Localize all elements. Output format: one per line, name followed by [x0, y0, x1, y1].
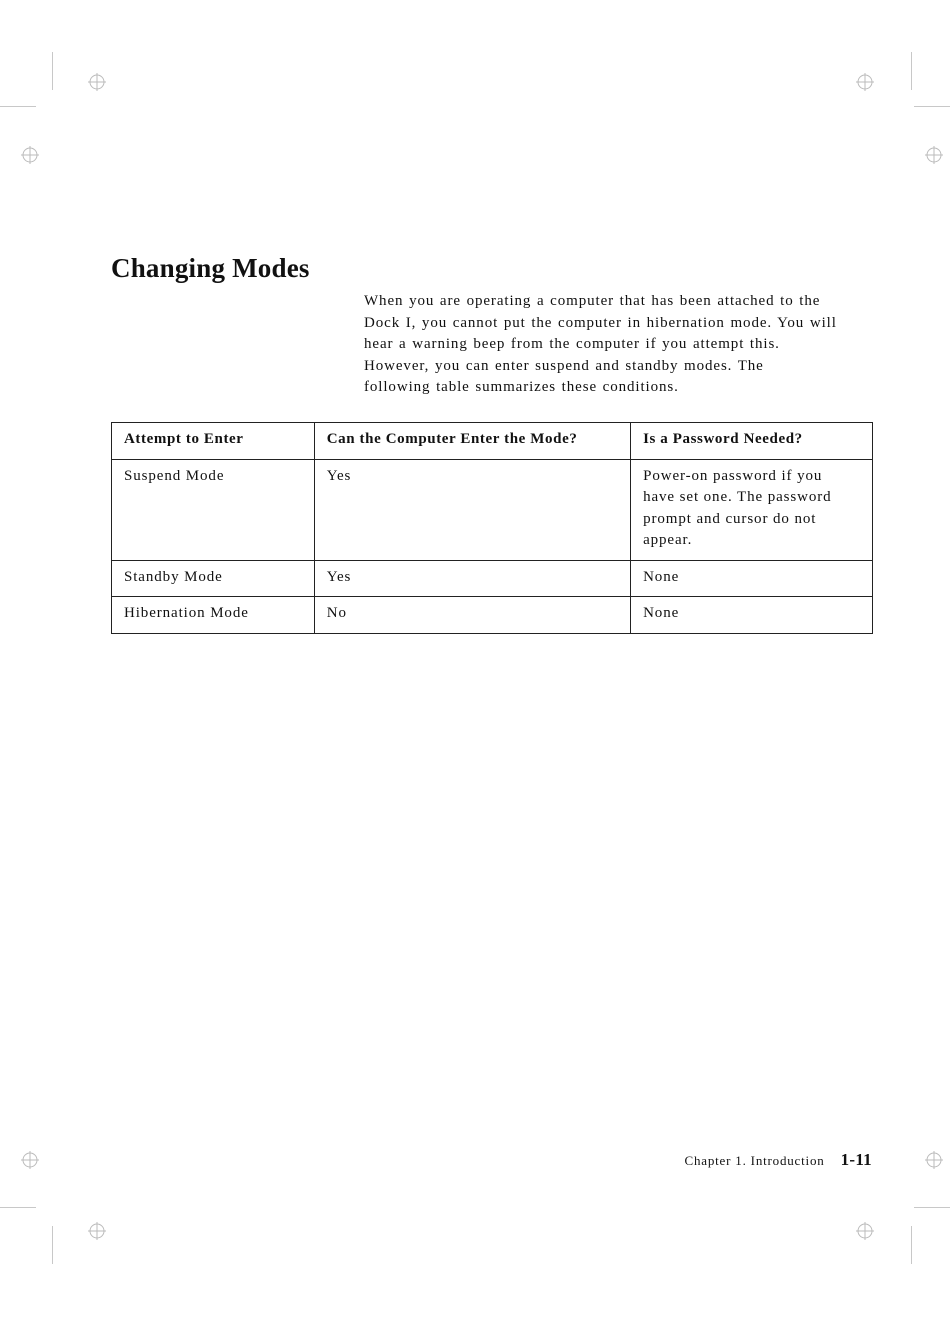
cell-password-line: None — [643, 568, 680, 585]
intro-line: hear a warning beep from the computer if you attempt this. — [364, 336, 780, 353]
crop-mark — [914, 1207, 950, 1208]
cell-password-line: None — [643, 605, 680, 621]
column-header-attempt: Attempt to Enter — [112, 423, 315, 460]
cell-password-line: prompt and cursor do not — [643, 510, 817, 527]
registration-crosshair-icon — [925, 1151, 943, 1169]
cell-can-enter: Yes — [314, 560, 630, 597]
registration-crosshair-icon — [856, 73, 874, 91]
cell-mode: Hibernation Mode — [112, 597, 315, 634]
crop-mark — [911, 52, 912, 90]
modes-table — [111, 422, 873, 634]
intro-paragraph — [364, 291, 879, 399]
registration-crosshair-icon — [856, 1222, 874, 1240]
column-header-password: Is a Password Needed? — [631, 423, 873, 460]
cell-password — [631, 597, 873, 634]
page-number: 1-11 — [840, 1150, 872, 1169]
crop-mark — [0, 106, 36, 107]
cell-can-enter: No — [314, 597, 630, 634]
cell-password-line: Power-on password if you — [643, 467, 823, 484]
cell-can-enter: Yes — [314, 459, 630, 560]
footer-chapter: Chapter 1. Introduction — [684, 1153, 825, 1168]
crop-mark — [911, 1226, 912, 1264]
registration-crosshair-icon — [88, 1222, 106, 1240]
cell-password — [631, 560, 873, 597]
crop-mark — [914, 106, 950, 107]
intro-line: However, you can enter suspend and standby modes. The — [364, 357, 764, 374]
page-title: Changing Modes — [111, 253, 310, 283]
column-header-can-enter: Can the Computer Enter the Mode? — [314, 423, 630, 460]
intro-line: following table summarizes these conditions. — [364, 379, 679, 396]
cell-password — [631, 459, 873, 560]
registration-crosshair-icon — [88, 73, 106, 91]
cell-mode: Suspend Mode — [112, 459, 315, 560]
crop-mark — [0, 1207, 36, 1208]
registration-crosshair-icon — [21, 146, 39, 164]
registration-crosshair-icon — [925, 146, 943, 164]
cell-mode: Standby Mode — [112, 560, 315, 597]
table-row — [112, 597, 873, 634]
crop-mark — [52, 1226, 53, 1264]
table-row — [112, 560, 873, 597]
crop-mark — [52, 52, 53, 90]
cell-password-line: have set one. The password — [643, 489, 832, 505]
table-header-row — [112, 423, 873, 460]
table-row — [112, 459, 873, 560]
page-footer — [684, 1150, 872, 1170]
intro-line: Dock I, you cannot put the computer in hibernation mode. You will — [364, 314, 837, 331]
cell-password-line: appear. — [643, 532, 693, 548]
intro-line: When you are operating a computer that has been attached to the — [364, 293, 821, 309]
registration-crosshair-icon — [21, 1151, 39, 1169]
